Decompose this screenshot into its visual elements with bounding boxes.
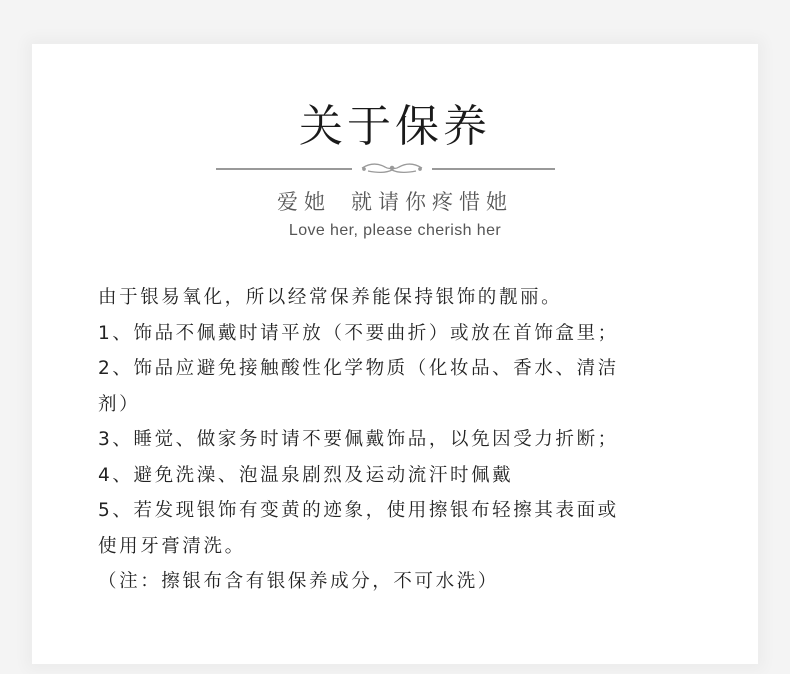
slogan-part-1: 爱她: [277, 190, 331, 214]
slogan-chinese: [0, 186, 790, 216]
text-line: 剂）: [98, 393, 141, 415]
care-instructions: [98, 280, 718, 600]
page-title: 关于保养: [299, 101, 491, 152]
ornamental-divider: [0, 162, 790, 176]
text-line: 使用牙膏清洗。: [98, 535, 246, 557]
text-line: 2、饰品应避免接触酸性化学物质（化妆品、香水、清洁: [98, 358, 619, 379]
text-line: 4、避免洗澡、泡温泉剧烈及运动流汗时佩戴: [98, 464, 514, 486]
text-line: （注：擦银布含有银保养成分，不可水洗）: [98, 571, 499, 592]
text-line: 3、睡觉、做家务时请不要佩戴饰品，以免因受力折断；: [98, 429, 619, 450]
slogan-part-2: 就请你疼惜她: [351, 190, 513, 214]
text-line: 5、若发现银饰有变黄的迹象，使用擦银布轻擦其表面或: [98, 500, 619, 521]
slogan-english: Love her, please cherish her: [288, 222, 502, 239]
text-line: 1、饰品不佩戴时请平放（不要曲折）或放在首饰盒里；: [98, 322, 619, 344]
text-line: 由于银易氧化，所以经常保养能保持银饰的靓丽。: [98, 287, 563, 308]
flourish-icon: [362, 164, 422, 172]
